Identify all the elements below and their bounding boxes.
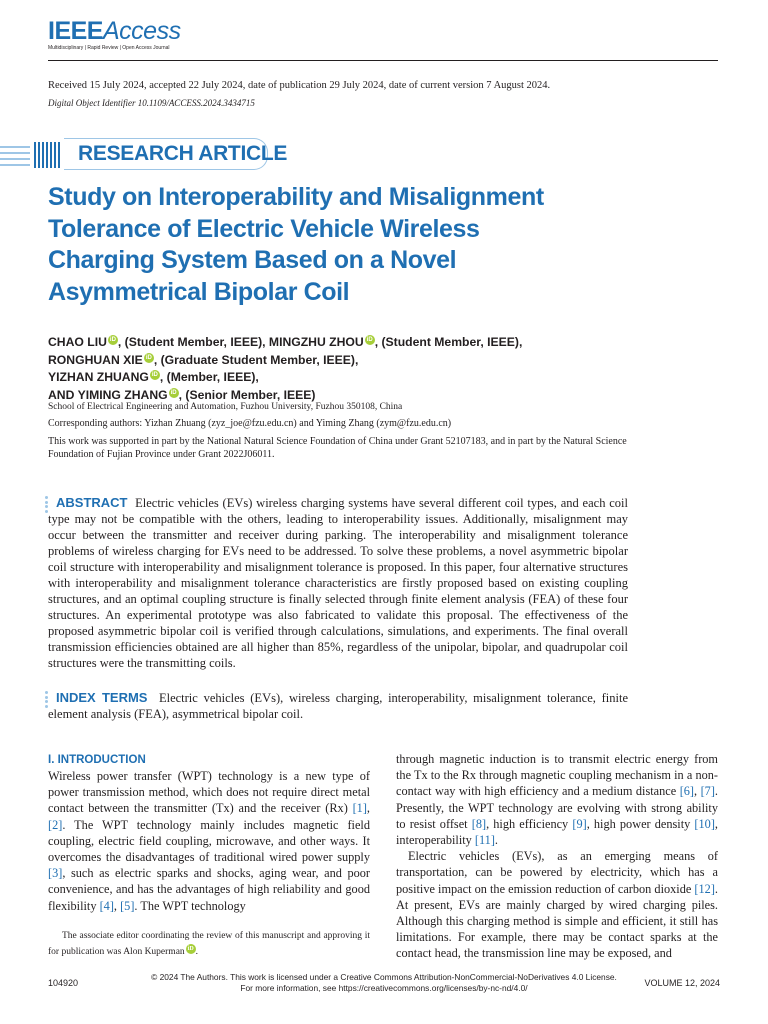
index-terms-text: Electric vehicles (EVs), wireless charging, interoperability, misalignment tolerance, finite element analysis (FEA), asymmetrical bipolar coil. (48, 691, 629, 721)
license-link[interactable]: For more information, see https://creativecommons.org/licenses/by-nc-nd/4.0/ (240, 982, 528, 993)
citation-link[interactable]: [3] (48, 866, 63, 881)
title-line: Tolerance of Electric Vehicle Wireless (48, 214, 480, 243)
body-text: . The WPT technology mainly includes magnetic field coupling, electric field coupling, microwave, and other ways. It overcomes the disadvantages of traditional wired power supply (48, 817, 370, 865)
author-list (48, 334, 608, 404)
body-text: , (694, 784, 701, 799)
author-membership: , (Member, IEEE), (159, 370, 259, 385)
orcid-icon[interactable]: iD (109, 336, 116, 343)
citation-link[interactable]: [4] (99, 898, 114, 913)
orcid-icon[interactable]: iD (187, 946, 194, 952)
citation-link[interactable]: [5] (120, 898, 135, 913)
title-line: Charging System Based on a Novel (48, 246, 457, 274)
doi: Digital Object Identifier 10.1109/ACCESS.2024.3434715 (48, 98, 255, 108)
intro-right-column (396, 751, 718, 962)
logo-ieee: IEEE (48, 17, 103, 45)
author-membership: , (Student Member, IEEE), (117, 335, 269, 349)
author-membership: , (Student Member, IEEE), (374, 335, 523, 349)
citation-link[interactable]: [8] (471, 816, 487, 831)
body-text: Wireless power transfer (WPT) technology is a new type of power transmission method, which does not require direct metal contact between the transmitter (Tx) and the receiver (Rx) (48, 769, 370, 816)
citation-link[interactable]: [6] (679, 784, 695, 799)
citation-link[interactable]: [12] (694, 881, 715, 896)
body-text: , high power density (586, 816, 695, 831)
orcid-icon[interactable]: iD (170, 389, 177, 396)
citation-link[interactable]: [2] (48, 817, 63, 832)
citation-link[interactable]: [11] (474, 833, 495, 848)
body-text: . (494, 833, 498, 848)
body-text: , such as electric sparks and shocks, aging wear, and poor convenience, and has the advantages of high reliability and good flexibility (48, 866, 370, 913)
citation-link[interactable]: [10] (694, 816, 715, 831)
license-line: © 2024 The Authors. This work is licensed under a Creative Commons Attribution-NonCommercial-NoDerivatives 4.0 License. (151, 972, 617, 982)
citation-link[interactable]: [9] (572, 816, 587, 831)
orcid-icon[interactable]: iD (366, 336, 373, 343)
corresponding-authors: Corresponding authors: Yizhan Zhuang (zyz_joe@fzu.edu.cn) and Yiming Zhang (zym@fzu.edu.cn) (48, 418, 452, 429)
section-heading: I. INTRODUCTION (48, 754, 146, 766)
author-name: MINGZHU ZHOU (268, 335, 364, 349)
abstract-label: ABSTRACT (56, 495, 128, 510)
paragraph (396, 751, 718, 848)
logo-access: Access (102, 17, 181, 45)
abstract (48, 495, 628, 671)
paragraph (396, 848, 718, 961)
affiliation: School of Electrical Engineering and Automation, Fuzhou University, Fuzhou 350108, China (48, 402, 403, 412)
body-text: . At present, EVs are mainly charged by wired charging piles. Although this charging method is simple and efficient, it still has limitations. For example, there may be contact sparks at the contact head, the transmission line may be exposed, and (396, 881, 718, 961)
article-type-decoration (0, 140, 62, 170)
index-terms (48, 690, 628, 722)
journal-logo (48, 18, 181, 51)
body-text: , interoperability (396, 816, 718, 848)
dots-icon (45, 691, 49, 709)
footnote-text: The associate editor coordinating the review of this manuscript and approving it for publication was Alon Kuperman (48, 931, 370, 958)
body-text: , (366, 801, 370, 816)
funding-note: This work was supported in part by the National Natural Science Foundation of China under Grant 52107183, and in part by the Natural Science Foundation of Fujian Province under Grant 2022J06011. (48, 436, 627, 460)
article-type: RESEARCH ARTICLE (78, 142, 288, 165)
body-text: Electric vehicles (EVs), as an emerging means of transportation, can be powered by electricity, which has a positive impact on the emission reduction of carbon dioxide (396, 849, 718, 896)
volume-label: VOLUME 12, 2024 (644, 978, 720, 988)
dots-icon (45, 496, 49, 514)
body-text: . The WPT technology (134, 898, 246, 913)
author-name: AND YIMING ZHANG (48, 387, 168, 402)
title-line: Asymmetrical Bipolar Coil (48, 277, 350, 306)
author-name: CHAO LIU (48, 335, 107, 349)
citation-link[interactable]: [1] (352, 801, 367, 816)
body-text: , high efficiency (486, 816, 573, 831)
page-number: 104920 (48, 978, 79, 988)
editor-footnote: The associate editor coordinating the review of this manuscript and approving it for publication was Alon Kuperman iD . (48, 931, 370, 958)
orcid-icon[interactable]: iD (145, 354, 152, 361)
author-name: RONGHUAN XIE (48, 352, 143, 367)
logo-tagline: Multidisciplinary | Rapid Review | Open Access Journal (48, 45, 170, 51)
index-terms-label: INDEX TERMS (56, 690, 148, 705)
body-text: through magnetic induction is to transmit electric energy from the Tx to the Rx through magnetic coupling mechanism in a non-contact way with high efficiency and a medium distance (396, 752, 718, 799)
author-membership: , (Graduate Student Member, IEEE), (153, 352, 359, 367)
orcid-icon[interactable]: iD (151, 372, 158, 379)
abstract-text: Electric vehicles (EVs) wireless charging systems have several different coil types, and each coil type may not be compatible with the others, leading to interoperability issues. Additionally, misalignment may occur between the transmitter and receiver during parking. The interoperability and misalignment tolerance problems of wireless charging for EVs need to be addressed. To solve these problems, a novel asymmetric bipolar coil structure with interoperability and misalignment tolerance is proposed. In this paper, four alternative structures with interoperability and misalignment tolerance characteristics are firstly proposed based on existing coupling structures, and an optimal coupling structure is finally selected through finite element analysis (FEA) of these four structures. An experimental prototype was also fabricated to validate this proposal. The effectiveness of the proposed asymmetric bipolar coil is verified through calculations, simulations, and experiments. The final overall transmission efficiencies obtained are all higher than 85%, regardless of the unipolar, bipolar, and quadrupolar coil structures were the transmitting coils. (48, 496, 628, 670)
body-text: , (113, 898, 121, 913)
received-dates: Received 15 July 2024, accepted 22 July 2024, date of publication 29 July 2024, date of current version 7 August 2024. (48, 80, 551, 91)
citation-link[interactable]: [7] (700, 784, 715, 799)
body-text: . Presently, the WPT technology are evolving with strong ability to resist offset (396, 784, 718, 831)
title-line: Study on Interoperability and Misalignment (48, 183, 544, 211)
paper-title (48, 182, 588, 308)
author-name: YIZHAN ZHUANG (48, 370, 149, 385)
author-membership: , (Senior Member, IEEE) (178, 387, 316, 402)
header-rule (48, 60, 718, 61)
intro-left-column (48, 768, 370, 914)
